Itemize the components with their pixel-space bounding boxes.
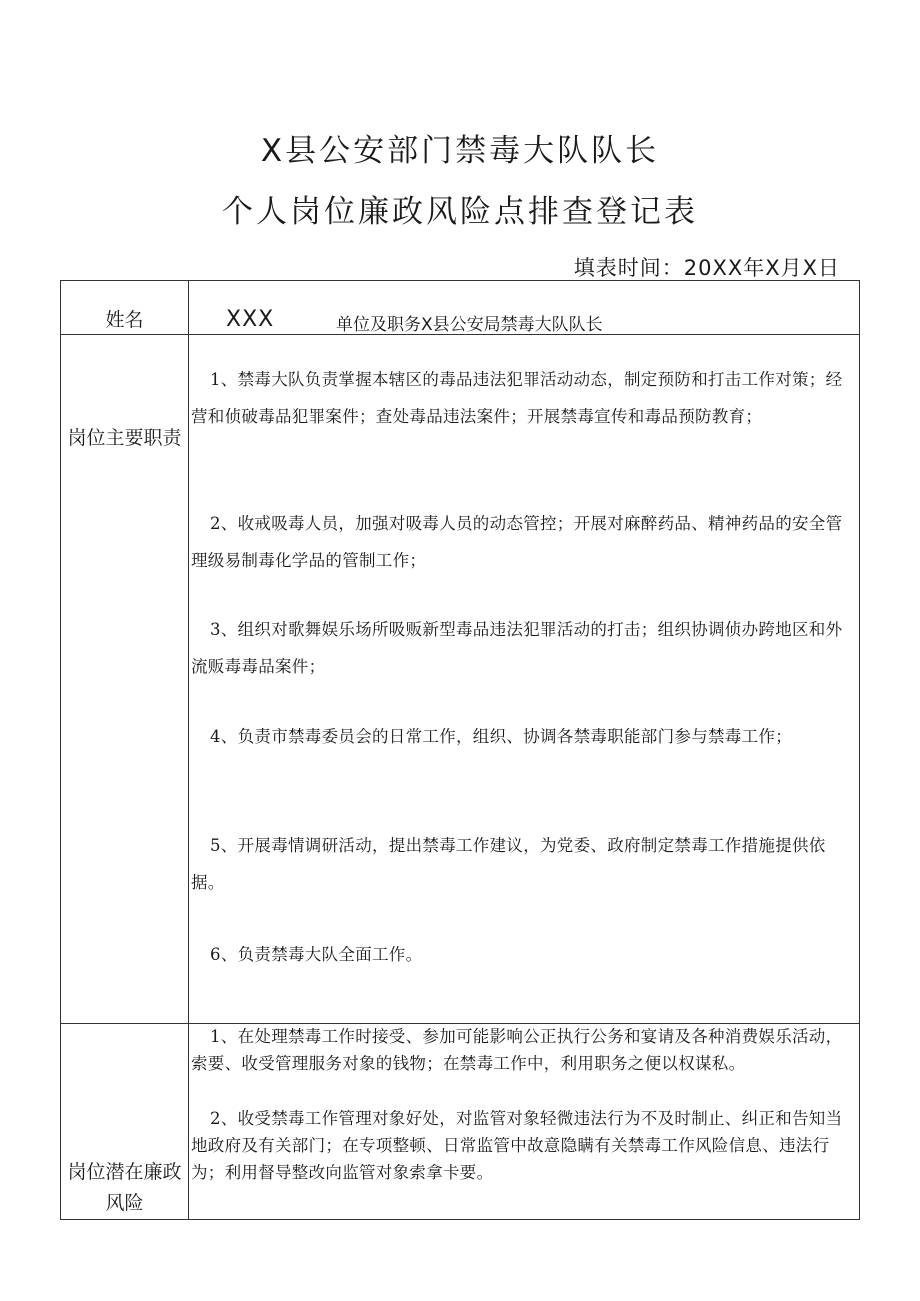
document-title-line1: X县公安部门禁毒大队队长 [260,133,660,169]
duty-item: 6、负责禁毒大队全面工作。 [210,945,423,964]
duty-item: 5、开展毒情调研活动，提出禁毒工作建议，为党委、政府制定禁毒工作措施提供依据。 [191,836,826,892]
duty-item: 1、禁毒大队负责掌握本辖区的毒品违法犯罪活动动态，制定预防和打击工作对策；经营和侦破毒品犯罪案件；查处毒品违法案件；开展禁毒宣传和毒品预防教育； [191,370,843,426]
unit-position-label: 单位及职务 [336,315,421,335]
unit-position-value: X县公安局禁毒大队队长 [421,315,603,335]
duty-item: 3、组织对歌舞娱乐场所吸贩新型毒品违法犯罪活动的打击；组织协调侦办跨地区和外流贩毒毒品案件； [191,620,843,676]
duty-label: 岗位主要职责 [67,427,182,449]
risk-item: 2、收受禁毒工作管理对象好处，对监管对象轻微违法行为不及时制止、纠正和告知当地政府及有关部门；在专项整顿、日常监管中故意隐瞒有关禁毒工作风险信息、违法行为；利用督导整改向监管对象索拿卡要。 [191,1109,843,1182]
column-divider [188,281,189,1219]
name-value: XXX [226,307,275,332]
duty-item: 4、负责市禁毒委员会的日常工作，组织、协调各禁毒职能部门参与禁毒工作； [210,727,792,746]
fill-date: 填表时间：20XX年X月X日 [573,256,840,280]
risk-label: 岗位潜在廉政风险 [67,1161,182,1214]
duty-item: 2、收戒吸毒人员，加强对吸毒人员的动态管控；开展对麻醉药品、精神药品的安全管理级易制毒化学品的管制工作； [191,514,843,570]
registration-form-table [60,280,860,1220]
document-title-line2: 个人岗位廉政风险点排查登记表 [222,194,698,230]
risk-item: 1、在处理禁毒工作时接受、参加可能影响公正执行公务和宴请及各种消费娱乐活动，索要、收受管理服务对象的钱物；在禁毒工作中，利用职务之便以权谋私。 [191,1027,843,1073]
name-label: 姓名 [105,309,144,331]
unit-position-field [336,310,603,335]
